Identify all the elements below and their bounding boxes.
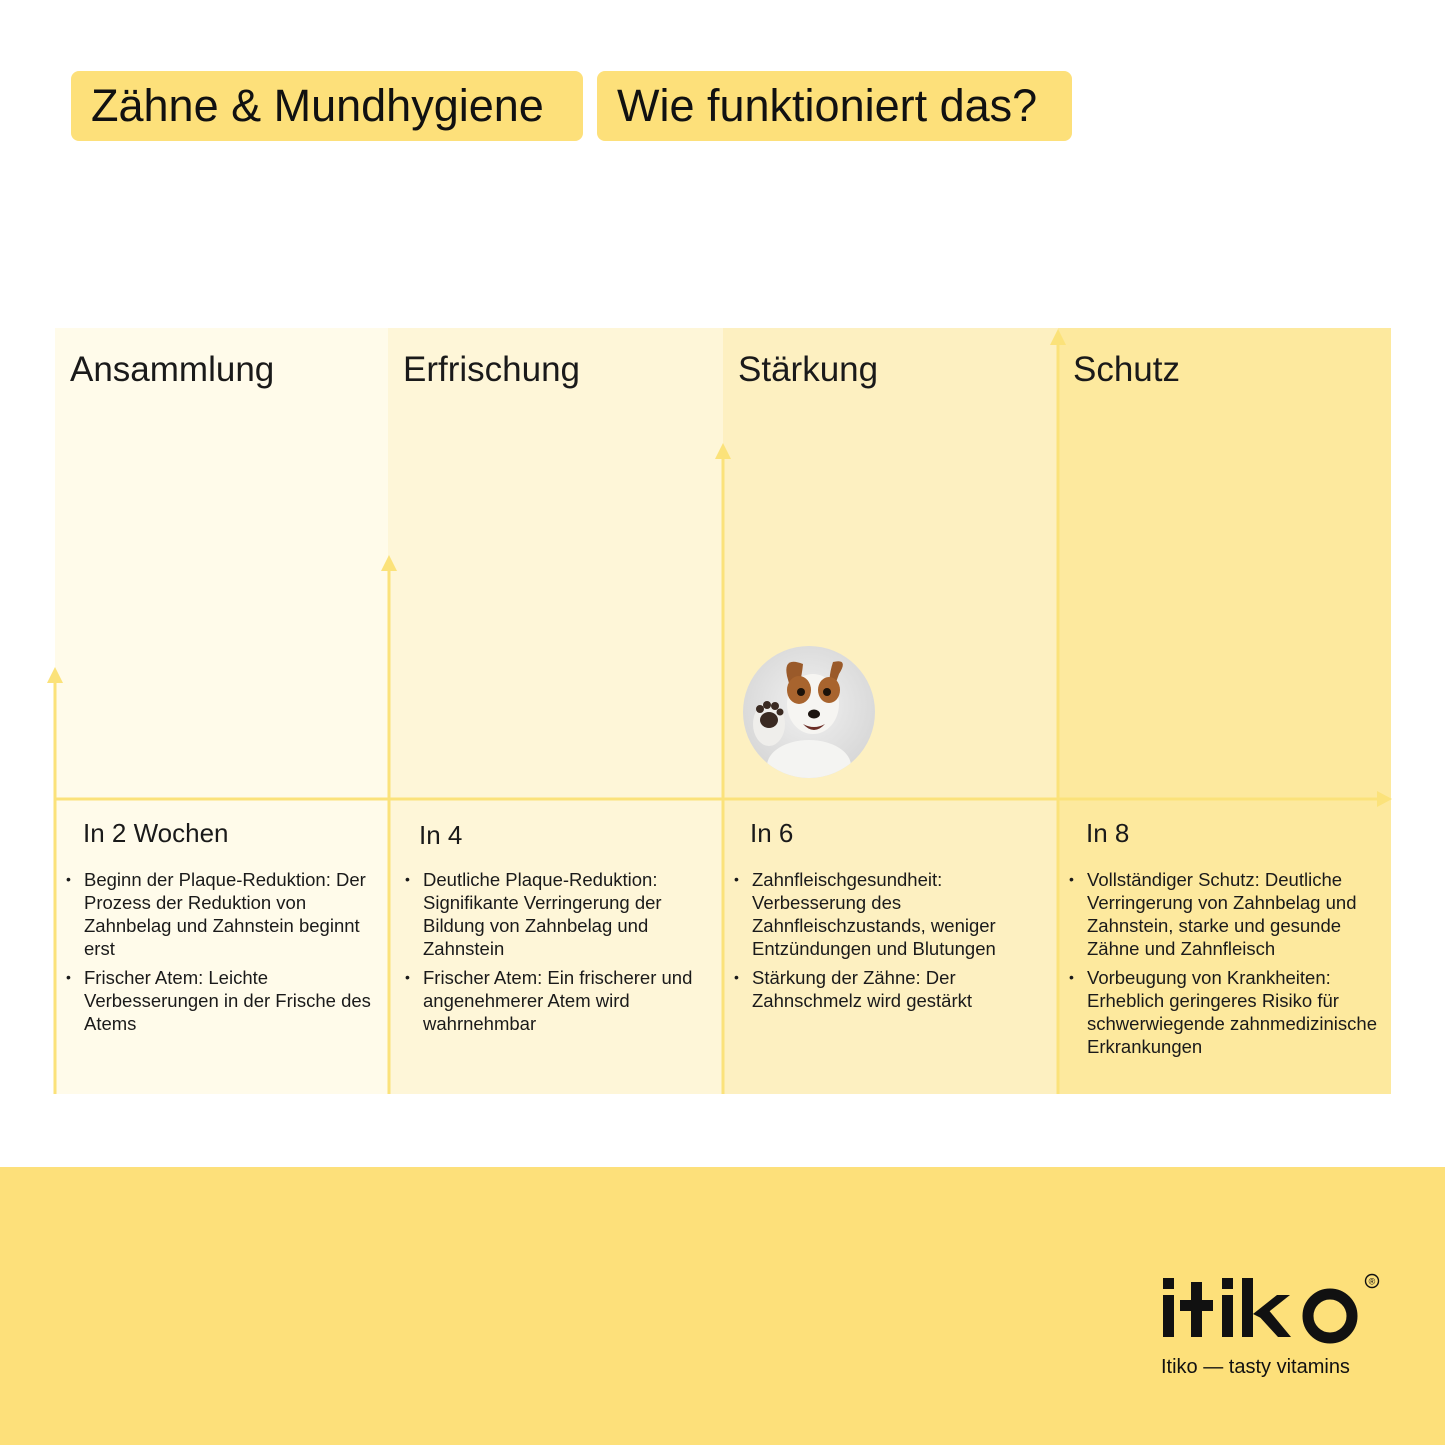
itiko-logo	[1160, 1270, 1380, 1350]
bullet-text: Beginn der Plaque-Reduktion: Der Prozess der Reduktion von Zahnbelag und Zahnstein beginnt erst	[84, 869, 366, 959]
bullet-icon: •	[734, 871, 739, 887]
bullet-text: Frischer Atem: Ein frischerer und angenehmerer Atem wird wahrnehmbar	[423, 967, 693, 1034]
question-tag: Wie funktioniert das?	[597, 71, 1072, 141]
stage-period: In 4	[419, 820, 463, 850]
list-item	[55, 868, 380, 960]
dog-photo	[743, 646, 875, 778]
bullet-text: Vollständiger Schutz: Deutliche Verringerung von Zahnbelag und Zahnstein, starke und gesunde Zähne und Zahnfleisch	[1087, 869, 1357, 959]
bullet-text: Deutliche Plaque-Reduktion: Signifikante Verringerung der Bildung von Zahnbelag und Zahnstein	[423, 869, 662, 959]
bullet-icon: •	[405, 871, 410, 887]
registered-mark: ®	[1368, 1276, 1376, 1287]
list-item	[388, 966, 715, 1035]
bullet-text: Vorbeugung von Krankheiten: Erheblich geringeres Risiko für schwerwiegende zahnmedizinische Erkrankungen	[1087, 967, 1377, 1057]
bullet-text: Frischer Atem: Leichte Verbesserungen in der Frische des Atems	[84, 967, 371, 1034]
list-item	[723, 966, 1050, 1012]
stage-period: In 8	[1086, 818, 1130, 848]
stage-bullet-list	[55, 868, 380, 1041]
list-item	[55, 966, 380, 1035]
stage-column-4	[1058, 328, 1391, 1094]
stage-column-1	[55, 328, 388, 1094]
list-item	[388, 868, 715, 960]
bullet-icon: •	[66, 969, 71, 985]
bullet-icon: •	[1069, 969, 1074, 985]
stage-period: In 2 Wochen	[83, 818, 229, 848]
list-item	[1058, 868, 1383, 960]
bullet-icon: •	[405, 969, 410, 985]
stage-title: Schutz	[1073, 350, 1180, 389]
brand-tagline: Itiko — tasty vitamins	[1161, 1356, 1350, 1378]
bullet-icon: •	[1069, 871, 1074, 887]
topic-tag: Zähne & Mundhygiene	[71, 71, 583, 141]
stage-title: Erfrischung	[403, 350, 581, 389]
bullet-text: Stärkung der Zähne: Der Zahnschmelz wird gestärkt	[752, 967, 973, 1011]
bullet-icon: •	[734, 969, 739, 985]
list-item	[1058, 966, 1383, 1058]
bullet-icon: •	[66, 871, 71, 887]
bullet-text: Zahnfleischgesundheit: Verbesserung des Zahnfleischzustands, weniger Entzündungen und Blutungen	[752, 869, 996, 959]
stage-bullet-list	[723, 868, 1050, 1018]
stage-bullet-list	[1058, 868, 1383, 1064]
stage-bullet-list	[388, 868, 715, 1041]
stage-title: Stärkung	[738, 350, 879, 389]
stage-period: In 6	[750, 818, 794, 848]
stage-column-2	[388, 328, 723, 1094]
list-item	[723, 868, 1050, 960]
stage-title: Ansammlung	[70, 350, 275, 389]
